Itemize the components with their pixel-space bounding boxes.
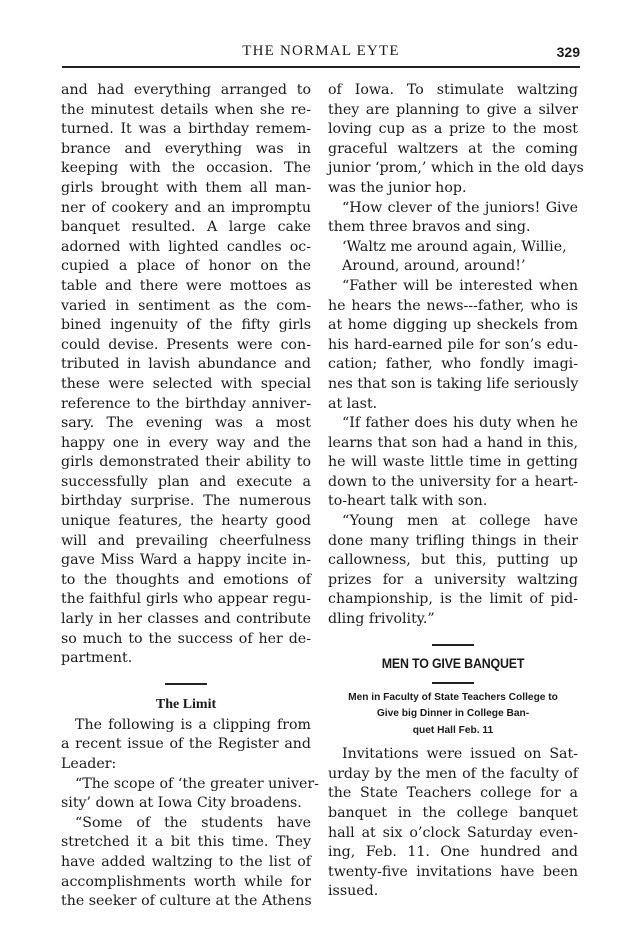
continued-paragraph (61, 81, 311, 669)
text-line: girls demonstrated their ability to (61, 454, 311, 471)
subhead-line: Men in Faculty of State Teachers College to (348, 691, 558, 703)
text-line: “The scope of ‘the greater univer- (75, 775, 319, 792)
text-line: accomplishments worth while for (61, 873, 311, 890)
text-line: loving cup as a prize to the most (328, 121, 578, 138)
text-line: sity’ down at Iowa City broadens. (61, 795, 302, 812)
text-line: cupied a place of honor on the (61, 258, 311, 275)
headline-divider (432, 682, 474, 684)
text-line: keeping with the occasion. The (61, 160, 311, 177)
text-line: ing, Feb. 11. One hundred and (328, 844, 578, 861)
text-line: happy one in every way and the (61, 434, 311, 451)
quote-paragraph (61, 775, 319, 814)
text-line: sary. The evening was a most (61, 415, 311, 432)
text-line: them three bravos and sing. (328, 219, 531, 236)
section-divider (165, 683, 207, 685)
text-line: was the junior hop. (328, 179, 467, 196)
running-title: THE NORMAL EYTE (242, 43, 400, 59)
paragraph (328, 512, 578, 630)
text-line: varied in sentiment as the com- (61, 297, 311, 314)
text-line: reference to the birthday anniver- (61, 395, 311, 412)
text-line: a recent issue of the Register and (61, 736, 311, 753)
paragraph (328, 199, 578, 238)
text-line: these were selected with special (61, 375, 311, 392)
text-line: dling frivolity.” (328, 611, 435, 628)
song-quote (328, 238, 578, 277)
text-line: issued. (328, 883, 379, 900)
text-line: so much to the success of her de- (61, 630, 311, 647)
text-line: at home digging up sheckels from (328, 317, 578, 334)
text-line: done many trifling things in their (328, 532, 578, 549)
text-line: learns that son had a hand in this, (328, 434, 578, 451)
text-line: urday by the men of the faculty of (328, 765, 578, 782)
article-subhead (328, 690, 578, 740)
text-line: larly in her classes and contribute (61, 611, 311, 628)
text-line: and had everything arranged to (61, 82, 311, 98)
text-line: The following is a clipping from (75, 716, 311, 733)
continued-paragraph (328, 81, 584, 199)
text-line: Leader: (61, 756, 117, 772)
article-body (328, 745, 578, 902)
text-line: partment. (61, 650, 133, 667)
text-line: “How clever of the juniors! Give (342, 199, 578, 216)
header-rule (62, 66, 580, 68)
article-headline: MEN TO GIVE BANQUET (381, 655, 525, 671)
right-column (328, 81, 584, 902)
text-line: down to the university for a heart- (328, 473, 578, 490)
text-line: twenty-five invitations have been (328, 863, 578, 880)
text-line: will and prevailing cheerfulness (61, 532, 311, 549)
text-line: at last. (328, 395, 378, 412)
running-head (62, 41, 580, 63)
text-line: have added waltzing to the list of (61, 853, 311, 870)
text-line: turned. It was a birthday remem- (61, 121, 311, 138)
text-line: “If father does his duty when he (342, 415, 578, 432)
text-line: graceful waltzers at the coming (328, 140, 578, 157)
text-line: brance and everything was in (61, 140, 311, 157)
text-line: ‘Waltz me around again, Willie, (342, 238, 567, 255)
text-line: “Young men at college have (342, 513, 578, 530)
text-line: girls brought with them all man- (61, 179, 311, 196)
section-divider (432, 644, 474, 646)
text-line: cation; father, who fondly imagi- (328, 356, 578, 373)
text-line: the minutest details when she re- (61, 101, 311, 118)
text-line: championship, is the limit of pid- (328, 591, 578, 608)
text-line: tributed in lavish abundance and (61, 356, 311, 373)
text-line: junior ‘prom,’ which in the old days (328, 160, 584, 177)
text-line: of Iowa. To stimulate waltzing (328, 82, 578, 98)
text-line: hall at six o’clock Saturday even- (328, 824, 578, 841)
text-line: could devise. Presents were con- (61, 336, 311, 353)
text-line: ner of cookery and an impromptu (61, 199, 311, 216)
text-line: callowness, but this, putting up (328, 552, 578, 569)
text-line: birthday surprise. The numerous (61, 493, 311, 510)
intro-paragraph (61, 716, 311, 775)
text-line: gave Miss Ward a happy incite in- (61, 552, 311, 569)
text-line: “Some of the students have (75, 814, 311, 831)
paragraph (328, 277, 578, 414)
text-line: unique features, the hearty good (61, 513, 311, 530)
page-number: 329 (556, 44, 580, 60)
paragraph (328, 414, 578, 512)
text-line: stretched it a bit this time. They (61, 834, 311, 851)
text-line: prizes for a university waltzing (328, 571, 578, 588)
article-title: The Limit (155, 696, 217, 712)
text-line: Invitations were issued on Sat- (342, 746, 578, 763)
subhead-line: Give big Dinner in College Ban- (376, 708, 530, 720)
text-line: to-heart talk with son. (328, 493, 488, 510)
text-line: table and there were mottoes as (61, 277, 311, 294)
text-line: to the thoughts and emotions of (61, 571, 311, 588)
text-line: adorned with lighted candles oc- (61, 238, 311, 255)
text-line: banquet resulted. A large cake (61, 219, 311, 236)
text-line: bined ingenuity of the fifty girls (61, 317, 311, 334)
text-line: the seeker of culture at the Athens (61, 893, 312, 910)
subhead-line: quet Hall Feb. 11 (412, 724, 494, 736)
text-line: the faithful girls who appear regu- (61, 591, 311, 608)
text-line: Around, around, around!’ (342, 258, 526, 275)
text-line: nes that son is taking life seriously (328, 375, 579, 392)
text-line: he will waste little time in getting (328, 454, 578, 471)
left-column (61, 81, 319, 912)
text-line: they are planning to give a silver (328, 101, 578, 118)
text-line: his hard-earned pile for son’s edu- (328, 336, 578, 353)
text-line: banquet in the college banquet (328, 804, 578, 821)
text-line: he hears the news---father, who is (328, 297, 578, 314)
text-line: successfully plan and execute a (61, 473, 311, 490)
text-line: “Father will be interested when (342, 277, 578, 294)
quote-paragraph (61, 814, 311, 912)
text-line: the State Teachers college for a (328, 785, 578, 802)
